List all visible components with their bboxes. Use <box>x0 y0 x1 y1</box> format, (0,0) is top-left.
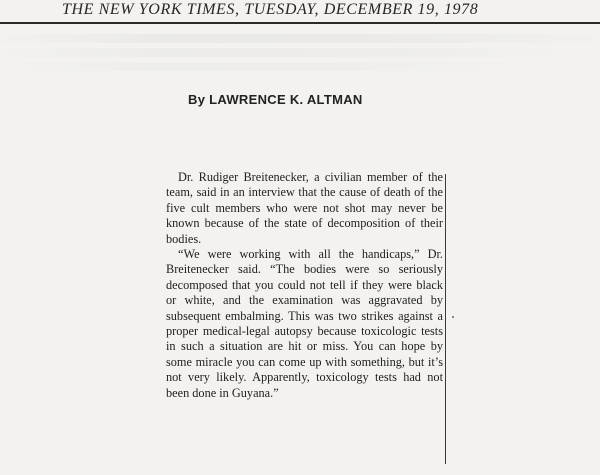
article-paragraph: “We were working with all the handicaps,” Dr. Breitenecker said. “The bodies were so seriously decomposed that you could not tell if they were black or white, and the examination was aggravated by subsequent embalming. This was two strikes against a proper medical-legal autopsy because toxicologic tests in such a situation are hit or miss. You can hope by some miracle you can come up with something, but it’s not very likely. Apparently, toxicology tests had not been done in Guyana.” <box>166 247 443 400</box>
bleed-through-line <box>0 34 600 43</box>
bleed-through-line <box>0 62 520 71</box>
newspaper-masthead <box>62 0 542 20</box>
article-column <box>166 170 443 401</box>
article-paragraph: Dr. Rudiger Breitenecker, a civilian member of the team, said in an interview that the cause of death of the five cult members who were not shot may never be known because of the state of decomposition of their bodies. <box>166 170 443 246</box>
speck <box>452 316 454 318</box>
masthead-text: THE NEW YORK TIMES, TUESDAY, DECEMBER 19, 1978 <box>62 1 479 18</box>
column-rule <box>445 174 446 464</box>
byline: By LAWRENCE K. ALTMAN <box>188 92 363 107</box>
masthead-rule <box>0 22 600 24</box>
bleed-through-line <box>0 48 560 57</box>
